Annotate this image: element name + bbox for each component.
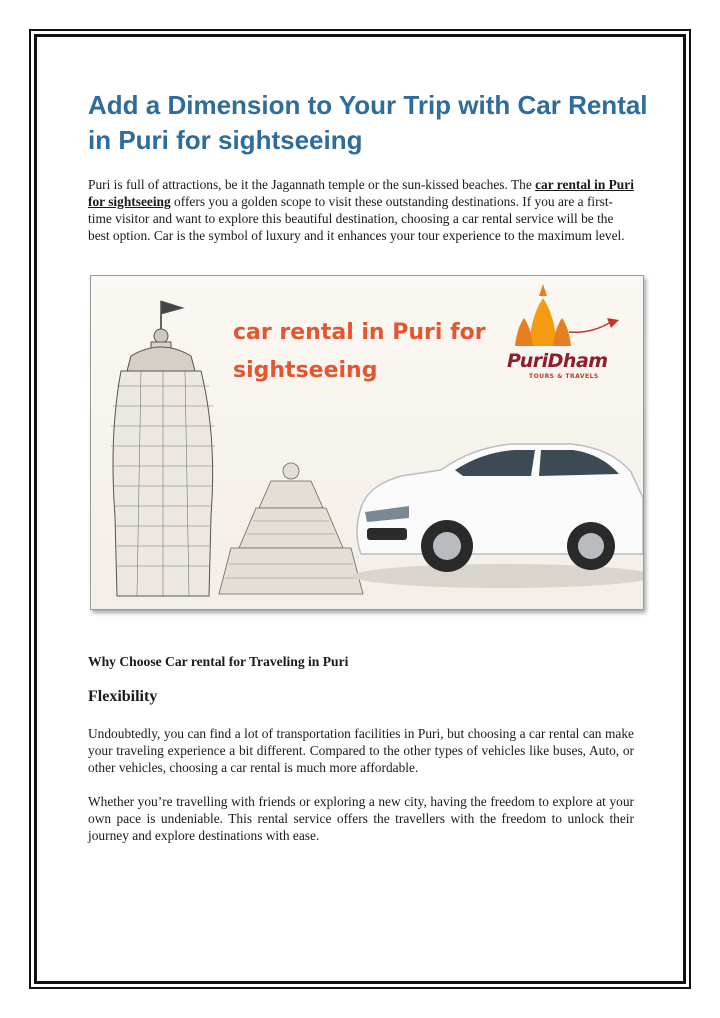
hero-headline: car rental in Puri for sightseeing [233, 320, 486, 383]
intro-text-after-link: offers you a golden scope to visit these outstanding destinations. If you are a first-time visitor and want to explore this beautiful destination, choosing a car rental service will be the best option. Car is the symbol of luxury and it enhances your tour experience to the maximum level. [88, 194, 625, 243]
section-heading: Why Choose Car rental for Traveling in Puri [88, 654, 349, 669]
konark-temple-illustration [219, 463, 363, 594]
jagannath-temple-illustration [111, 301, 215, 596]
paragraph-transport: Undoubtedly, you can find a lot of transportation facilities in Puri, but choosing a car rental can make your traveling experience a bit different. Compared to the other types of vehicles like buses, Auto, or other vehicles, choosing a car rental is much more affordable. [88, 726, 634, 775]
paragraph-freedom: Whether you’re travelling with friends or exploring a new city, having the freedom to explore at your own pace is undeniable. This rental service offers the travellers with the freedom to unlock their journey and explore destinations with ease. [88, 794, 634, 843]
hero-image [90, 275, 644, 610]
intro-paragraph [88, 176, 634, 244]
logo-tagline: TOURS & TRAVELS [529, 373, 599, 380]
puridham-logo-icon [515, 284, 619, 346]
intro-text-before-link: Puri is full of attractions, be it the Jagannath temple or the sun-kissed beaches. The [88, 177, 536, 192]
logo-name: PuriDham [507, 350, 608, 372]
car-rental-link[interactable]: car rental in Puri for sightseeing [88, 177, 634, 209]
car-illustration [353, 444, 644, 588]
subheading-flexibility: Flexibility [88, 688, 158, 705]
document-title: Add a Dimension to Your Trip with Car Rental in Puri for sightseeing [88, 90, 648, 155]
